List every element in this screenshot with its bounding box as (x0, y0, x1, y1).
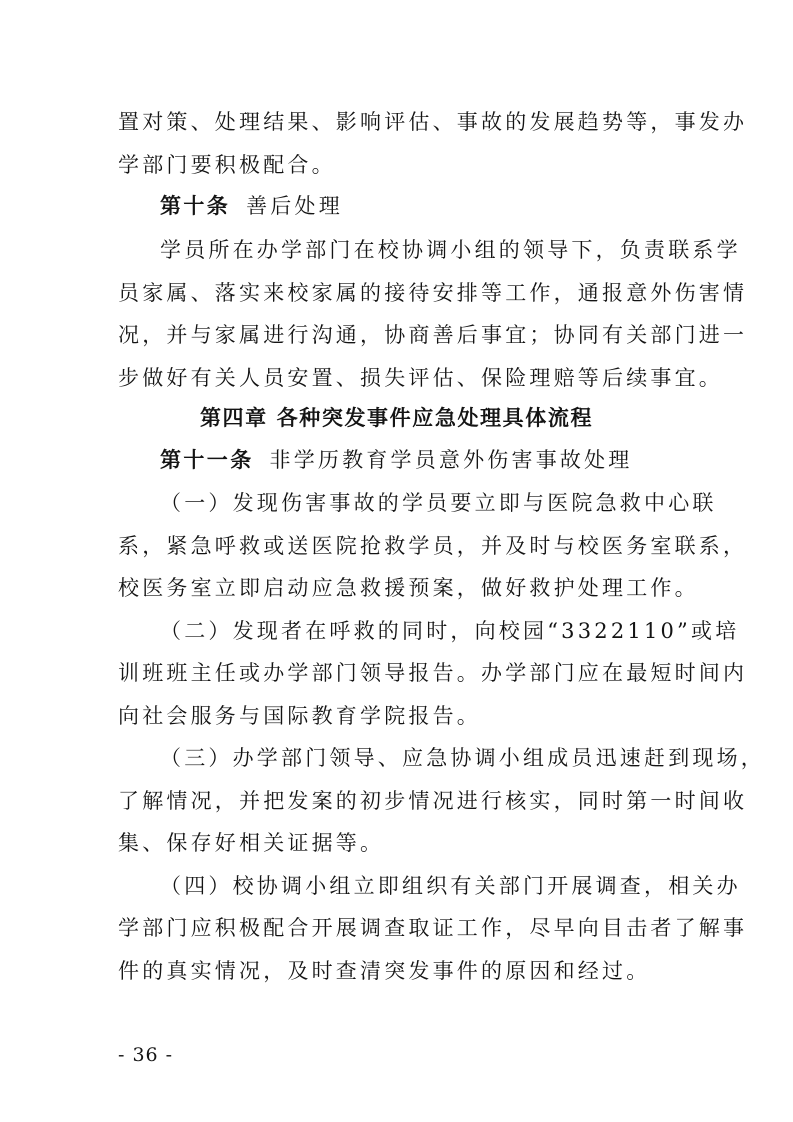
body-line: 了解情况，并把发案的初步情况进行核实，同时第一时间收 (118, 789, 748, 813)
chapter-heading: 第四章 各种突发事件应急处理具体流程 (199, 405, 594, 430)
page-number: - 36 - (118, 1044, 174, 1066)
body-line: 学员所在办学部门在校协调小组的领导下，负责联系学 (160, 238, 741, 262)
article-11-heading (160, 448, 633, 472)
body-line: 学部门要积极配合。 (118, 153, 336, 177)
body-line: 校医务室立即启动应急救援预案，做好救护处理工作。 (118, 576, 699, 600)
body-line: 集、保存好相关证据等。 (118, 831, 385, 855)
article-10-title: 善后处理 (246, 194, 343, 218)
article-11-title: 非学历教育学员意外伤害事故处理 (269, 448, 633, 472)
body-line: 况，并与家属进行沟通，协商善后事宜；协同有关部门进一 (118, 323, 748, 347)
body-line: 学部门应积极配合开展调查取证工作，尽早向目击者了解事 (118, 916, 748, 940)
body-line: 步做好有关人员安置、损失评估、保险理赔等后续事宜。 (118, 366, 723, 390)
body-line: 员家属、落实来校家属的接待安排等工作，通报意外伤害情 (118, 281, 748, 305)
body-line: （三）办学部门领导、应急协调小组成员迅速赶到现场， (160, 746, 765, 770)
article-10-heading (160, 194, 343, 218)
body-line: （四）校协调小组立即组织有关部门开展调查，相关办 (160, 874, 741, 898)
body-line: （一）发现伤害事故的学员要立即与医院急救中心联 (160, 491, 717, 515)
body-line: 训班班主任或办学部门领导报告。办学部门应在最短时间内 (118, 661, 748, 685)
body-line: 件的真实情况，及时查清突发事件的原因和经过。 (118, 959, 651, 983)
article-10-label: 第十条 (160, 193, 231, 218)
body-line: （二）发现者在呼救的同时，向校园“3322110”或培 (160, 619, 740, 643)
body-line: 系，紧急呼救或送医院抢救学员，并及时与校医务室联系， (118, 534, 748, 558)
body-line: 向社会服务与国际教育学院报告。 (118, 704, 481, 728)
article-11-label: 第十一条 (160, 447, 254, 472)
body-line: 置对策、处理结果、影响评估、事故的发展趋势等，事发办 (118, 110, 748, 134)
